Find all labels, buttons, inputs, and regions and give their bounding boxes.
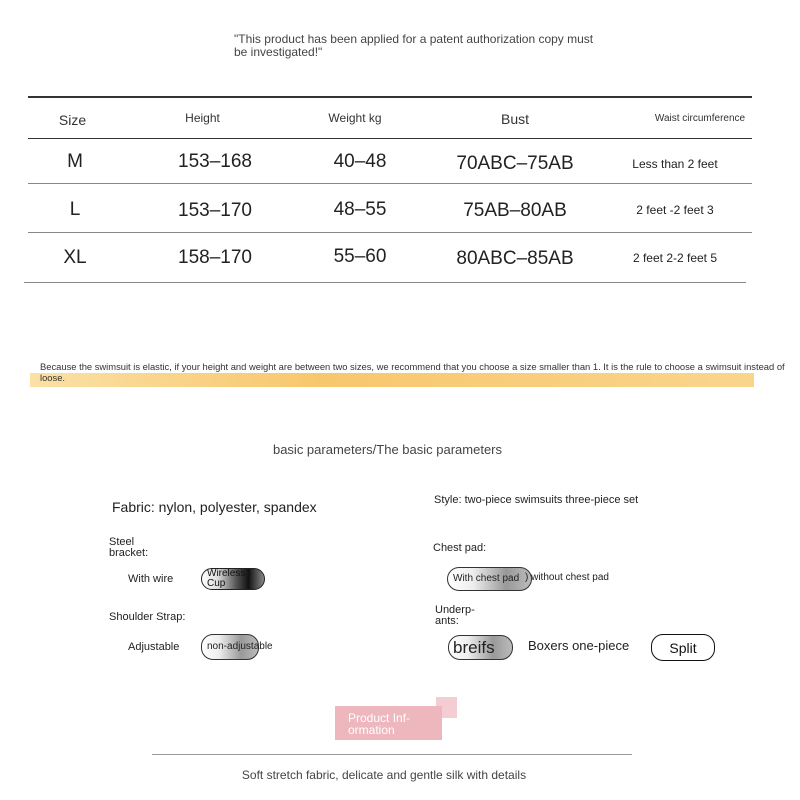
cell-weight: 40–48: [333, 151, 387, 172]
wireless-cup-label: Wireless Cup: [207, 568, 246, 589]
row-divider: [28, 232, 752, 233]
product-information-label: Product Inf-ormation: [335, 706, 442, 740]
table-header-rule: [28, 138, 752, 139]
patent-notice: "This product has been applied for a patent authorization copy must be investigated!": [234, 32, 594, 59]
wireless-cup-chip[interactable]: [201, 568, 265, 590]
without-chest-pad-option[interactable]: ) without chest pad: [525, 572, 609, 583]
boxers-option[interactable]: Boxers one-piece: [528, 638, 630, 653]
cell-bust: 70ABC–75AB: [456, 153, 574, 174]
split-label: Split: [669, 639, 697, 656]
cell-size: M: [67, 151, 83, 172]
cell-weight: 48–55: [333, 199, 387, 220]
cell-size: L: [69, 199, 81, 220]
table-bottom-rule: [24, 282, 746, 283]
underpants-label: Underp-ants:: [435, 604, 475, 627]
with-chest-pad-chip[interactable]: [447, 567, 532, 591]
footer-divider: [152, 754, 632, 755]
style-param: Style: two-piece swimsuits three-piece set: [434, 494, 639, 506]
row-divider: [28, 183, 752, 184]
cell-height: 153–168: [178, 151, 252, 172]
adjustable-option[interactable]: Adjustable: [128, 641, 180, 653]
cell-waist: 2 feet 2-2 feet 5: [632, 251, 718, 265]
header-size: Size: [58, 112, 87, 128]
cell-height: 153–170: [178, 200, 252, 221]
footer-caption: Soft stretch fabric, delicate and gentle silk with details: [241, 768, 527, 782]
section-title: basic parameters/The basic parameters: [272, 442, 503, 457]
cell-waist: 2 feet -2 feet 3: [636, 203, 714, 217]
header-waist: Waist circumference: [654, 113, 746, 124]
chest-pad-label: Chest pad:: [433, 542, 487, 554]
cell-weight: 55–60: [333, 246, 387, 267]
cell-bust: 75AB–80AB: [463, 200, 567, 221]
cell-height: 158–170: [178, 247, 252, 268]
header-weight: Weight kg: [328, 111, 382, 125]
cell-bust: 80ABC–85AB: [456, 248, 574, 269]
header-height: Height: [185, 111, 220, 125]
non-adjustable-label: non-adjustable: [207, 641, 273, 652]
with-chest-pad-label: With chest pad: [453, 573, 520, 584]
shoulder-strap-label: Shoulder Strap:: [109, 611, 186, 623]
briefs-chip[interactable]: [448, 635, 513, 660]
header-bust: Bust: [500, 111, 529, 127]
non-adjustable-chip[interactable]: [201, 634, 273, 660]
size-tip: Because the swimsuit is elastic, if your height and weight are between two sizes, we recommend that you choose a size smaller than 1. It is the rule to choose a swimsuit instead of loose.: [40, 361, 785, 383]
cell-waist: Less than 2 feet: [632, 157, 718, 171]
split-chip[interactable]: [651, 634, 715, 661]
steel-bracket-label: Steel bracket:: [109, 536, 149, 559]
briefs-label: breifs: [453, 637, 495, 657]
with-wire-option[interactable]: With wire: [128, 573, 174, 585]
cell-size: XL: [63, 247, 87, 268]
table-top-rule: [28, 96, 752, 98]
fabric-param: Fabric: nylon, polyester, spandex: [112, 499, 317, 515]
